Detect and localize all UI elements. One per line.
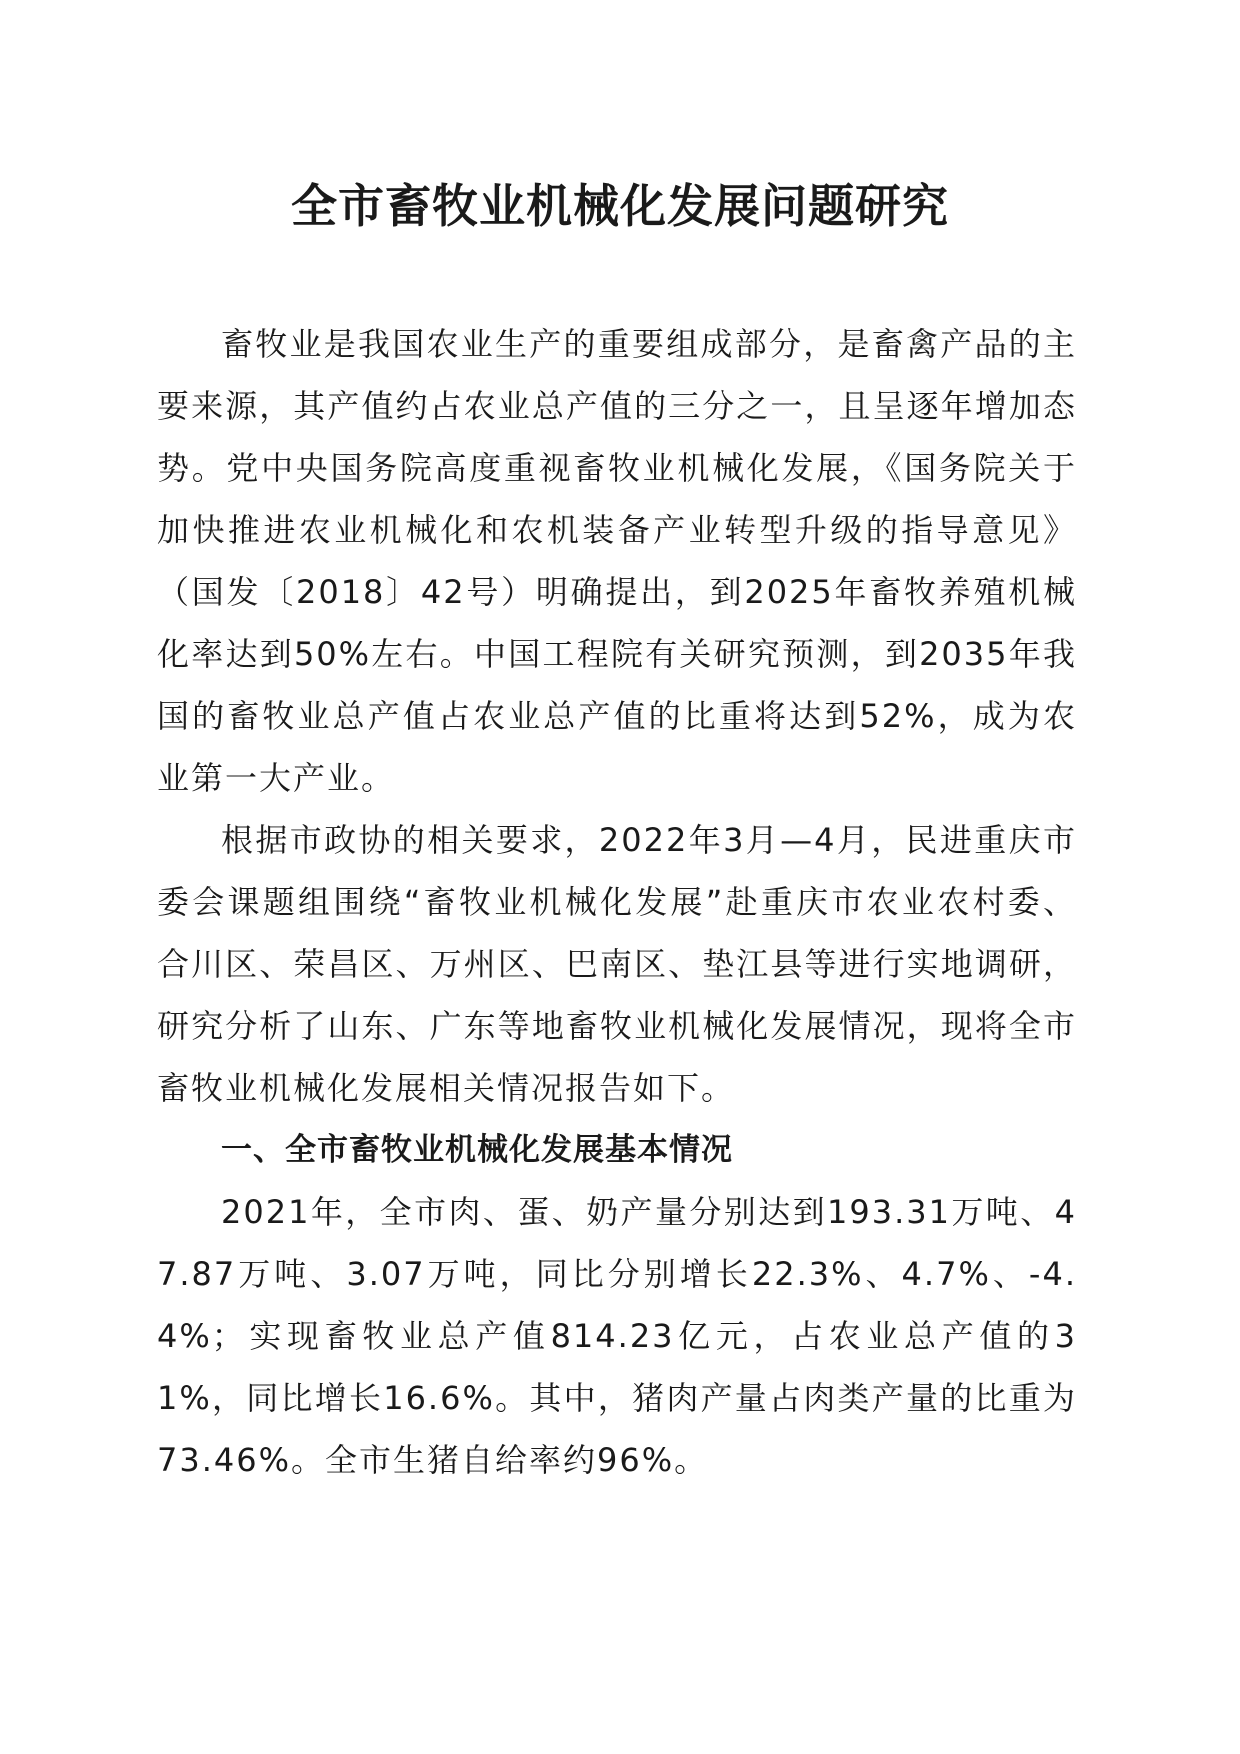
- paragraph-research-background: 根据市政协的相关要求，2022年3月—4月，民进重庆市委会课题组围绕“畜牧业机械化发展”赴重庆市农业农村委、合川区、荣昌区、万州区、巴南区、垫江县等进行实地调研，研究分析了山东、广东等地畜牧业机械化发展情况，现将全市畜牧业机械化发展相关情况报告如下。: [157, 821, 1077, 1107]
- document-body: [157, 313, 1077, 1491]
- document-title: 全市畜牧业机械化发展问题研究: [291, 179, 949, 233]
- paragraph-intro: 畜牧业是我国农业生产的重要组成部分，是畜禽产品的主要来源，其产值约占农业总产值的三分之一，且呈逐年增加态势。党中央国务院高度重视畜牧业机械化发展，《国务院关于加快推进农业机械化和农机装备产业转型升级的指导意见》（国发〔2018〕42号）明确提出，到2025年畜牧养殖机械化率达到50%左右。中国工程院有关研究预测，到2035年我国的畜牧业总产值占农业总产值的比重将达到52%，成为农业第一大产业。: [157, 325, 1077, 797]
- paragraph-basic-situation: 2021年，全市肉、蛋、奶产量分别达到193.31万吨、47.87万吨、3.07万吨，同比分别增长22.3%、4.7%、-4.4%；实现畜牧业总产值814.23亿元，占农业总产值的31%，同比增长16.6%。其中，猪肉产量占肉类产量的比重为73.46%。全市生猪自给率约96%。: [157, 1193, 1077, 1479]
- section-heading-basic-situation: 一、全市畜牧业机械化发展基本情况: [221, 1132, 733, 1168]
